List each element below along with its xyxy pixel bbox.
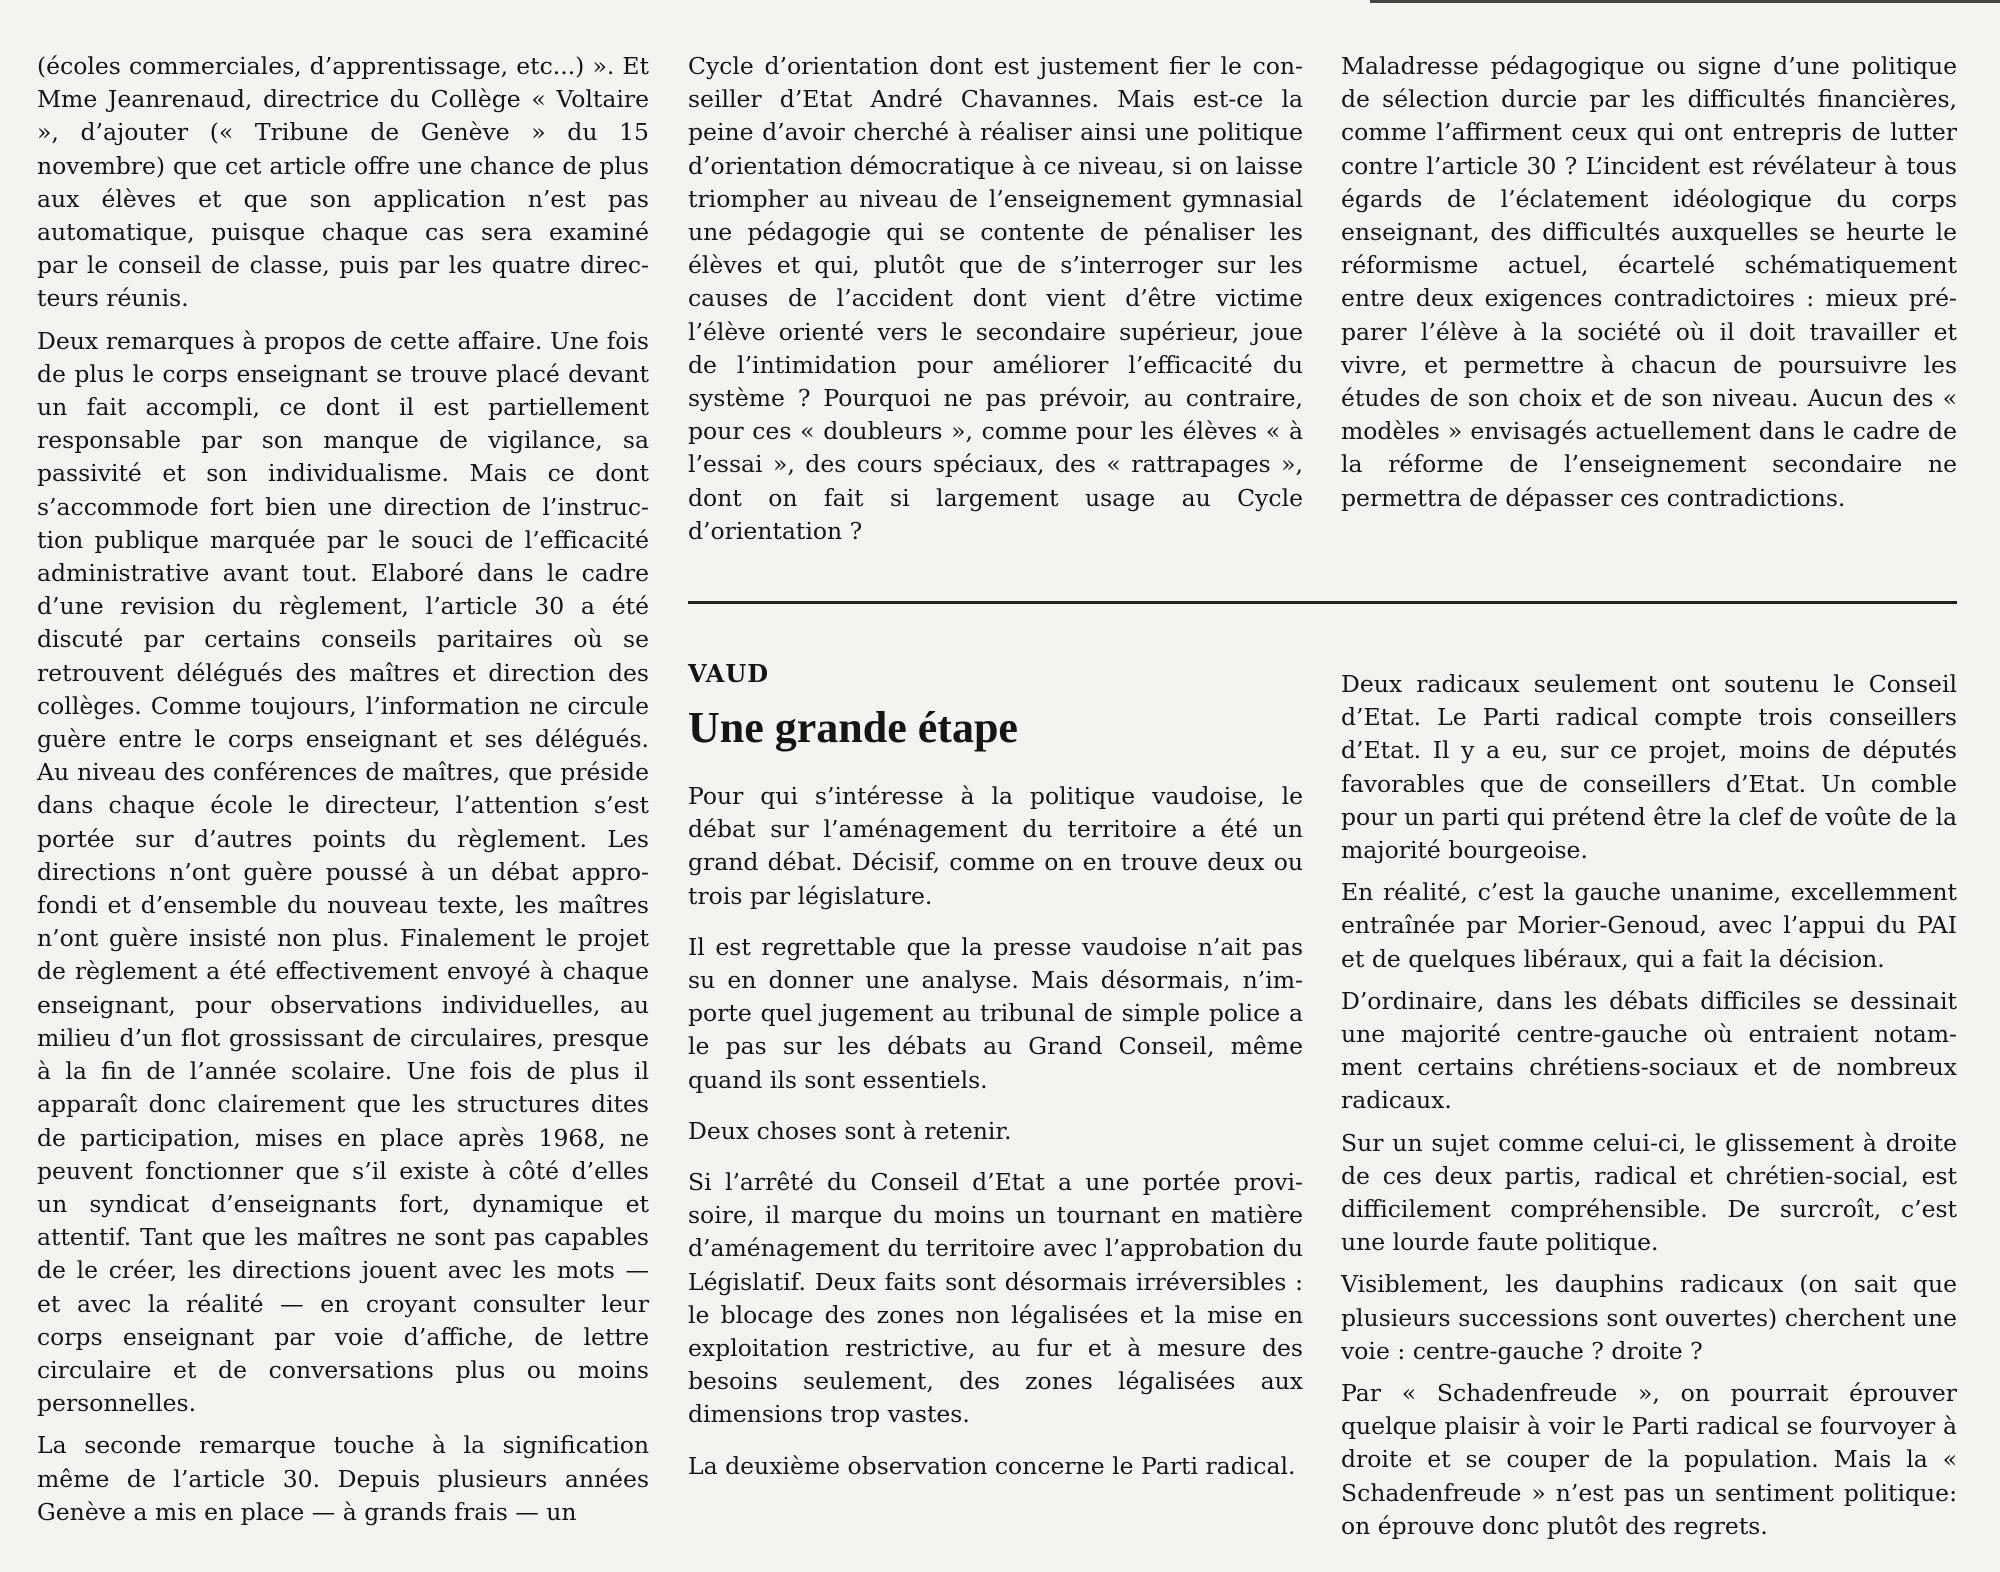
section-divider: [688, 601, 1957, 604]
vaud-article-column-2: [1341, 668, 1957, 1552]
article-headline: Une grande étape: [688, 703, 1018, 752]
paragraph: Pour qui s’intéresse à la politique vaudoise, le débat sur l’aménagement du territoire a été un grand débat. Décisif, comme on en trouve deux ou trois par législature.: [688, 782, 1303, 910]
paragraph: Deux remarques à propos de cette affaire. Une fois de plus le corps enseignant se trouve placé devant un fait accompli, ce dont il est partiellement responsable par son manque de vigilance, sa passivité et son individualisme. Mais ce dont s’accommode fort bien une direction de l’instruction publique marquée par le souci de l’efficacité administrative avant tout. Elaboré dans le cadre d’une revision du règlement, l’article 30 a été discuté par certains conseils paritaires où se retrouvent délégués des maîtres et direction des collèges. Comme toujours, l’information ne circule guère entre le corps enseignant et ses délégués. Au niveau des conférences de maîtres, que préside dans chaque école le directeur, l’attention s’est portée sur d’autres points du règlement. Les directions n’ont guère poussé à un débat approfondi et d’ensemble du nouveau texte, les maîtres n’ont guère insisté non plus. Finalement le projet de règlement a été effectivement envoyé à chaque enseignant, pour observations individuelles, au milieu d’un flot grossissant de circulaires, presque à la fin de l’année scolaire. Une fois de plus il apparaît donc clairement que les structures dites de participation, mises en place après 1968, ne peuvent fonctionner que s’il existe à côté d’elles un syndicat d’enseignants fort, dynamique et attentif. Tant que les maîtres ne sont pas capables de le créer, les directions jouent avec les mots — et avec la réalité — en croyant consulter leur corps enseignant par voie d’affiche, de lettre circulaire et de conversations plus ou moins personnelles.: [37, 326, 649, 1418]
paragraph: D’ordinaire, dans les débats difficiles se dessinait une majorité centre-gauche où entraient notamment certains chrétiens-sociaux et de nombreux radicaux.: [1341, 986, 1957, 1115]
paragraph: Deux radicaux seulement ont soutenu le Conseil d’Etat. Le Parti radical compte trois conseillers d’Etat. Il y a eu, sur ce projet, moins de députés favorables que de conseillers d’Etat. Un comble pour un parti qui prétend être la clef de voûte de la majorité bourgeoise.: [1341, 670, 1957, 865]
paragraph: (écoles commerciales, d’apprentissage, etc...) ». Et Mme Jeanrenaud, directrice du Collège « Voltaire », d’ajouter (« Tribune de Genève » du 15 novembre) que cet article offre une chance de plus aux élèves et que son application n’est pas automatique, puisque chaque cas sera examiné par le conseil de classe, puis par les quatre directeurs réunis.: [37, 52, 649, 313]
paragraph: En réalité, c’est la gauche unanime, excellemment entraînée par Morier-Genoud, avec l’appui du PAI et de quelques libéraux, qui a fait la décision.: [1341, 878, 1957, 973]
paragraph: Deux choses sont à retenir.: [688, 1116, 1012, 1145]
paragraph: Sur un sujet comme celui-ci, le glissement à droite de ces deux partis, radical et chrétien-social, est difficilement compréhensible. De surcroît, c’est une lourde faute politique.: [1341, 1128, 1957, 1257]
paragraph: Cycle d’orientation dont est justement fier le conseiller d’Etat André Chavannes. Mais est-ce la peine d’avoir cherché à réaliser ainsi une politique d’orientation démocratique à ce niveau, si on laisse triompher au niveau de l’enseignement gymnasial une pédagogie qui se contente de pénaliser les élèves et qui, plutôt que de s’interroger sur les causes de l’accident dont vient d’être victime l’élève orienté vers le secondaire supérieur, joue de l’intimidation pour améliorer l’efficacité du système ? Pourquoi ne pas prévoir, au contraire, pour ces « doubleurs », comme pour les élèves « à l’essai », des cours spéciaux, des « rattrapages », dont on fait si largement usage au Cycle d’orientation ?: [688, 52, 1303, 545]
vaud-article-column-1: [688, 660, 1303, 1501]
paragraph: Il est regrettable que la presse vaudoise n’ait pas su en donner une analyse. Mais désormais, n’importe quel jugement au tribunal de simple police a le pas sur les débats au Grand Conseil, même quand ils sont essentiels.: [688, 932, 1303, 1094]
paragraph: La deuxième observation concerne le Parti radical.: [688, 1451, 1296, 1480]
paragraph: Si l’arrêté du Conseil d’Etat a une portée provisoire, il marque du moins un tournant en matière d’aménagement du territoire avec l’approbation du Législatif. Deux faits sont désormais irréversibles : le blocage des zones non légalisées et la mise en exploitation restrictive, au fur et à mesure des besoins seulement, des zones légalisées aux dimensions trop vastes.: [688, 1168, 1303, 1429]
section-kicker: VAUD: [688, 659, 770, 688]
paragraph: Par « Schadenfreude », on pourrait éprouver quelque plaisir à voir le Parti radical se fourvoyer à droite et se couper de la population. Mais la « Schadenfreude » n’est pas un sentiment politique: on éprouve donc plutôt des regrets.: [1341, 1379, 1957, 1540]
article-column-3: [1341, 50, 1957, 524]
paragraph: Maladresse pédagogique ou signe d’une politique de sélection durcie par les difficultés financières, comme l’affirment ceux qui ont entrepris de lutter contre l’article 30 ? L’incident est révélateur à tous égards de l’éclatement idéologique du corps enseignant, des difficultés auxquelles se heurte le réformisme actuel, écartelé schématiquement entre deux exigences contradictoires : mieux préparer l’élève à la société où il doit travailler et vivre, et permettre à chacun de poursuivre les études de son choix et de son niveau. Aucun des « modèles » envisagés actuellement dans le cadre de la réforme de l’enseignement secondaire ne permettra de dépasser ces contradictions.: [1341, 52, 1957, 512]
article-column-2: [688, 50, 1303, 557]
paragraph: La seconde remarque touche à la signification même de l’article 30. Depuis plusieurs années Genève a mis en place — à grands frais — un: [37, 1431, 649, 1526]
paragraph: Visiblement, les dauphins radicaux (on sait que plusieurs successions sont ouvertes) cherchent une voie : centre-gauche ? droite ?: [1341, 1270, 1957, 1365]
article-column-1: [37, 50, 649, 1538]
top-rule: [1370, 0, 2000, 3]
